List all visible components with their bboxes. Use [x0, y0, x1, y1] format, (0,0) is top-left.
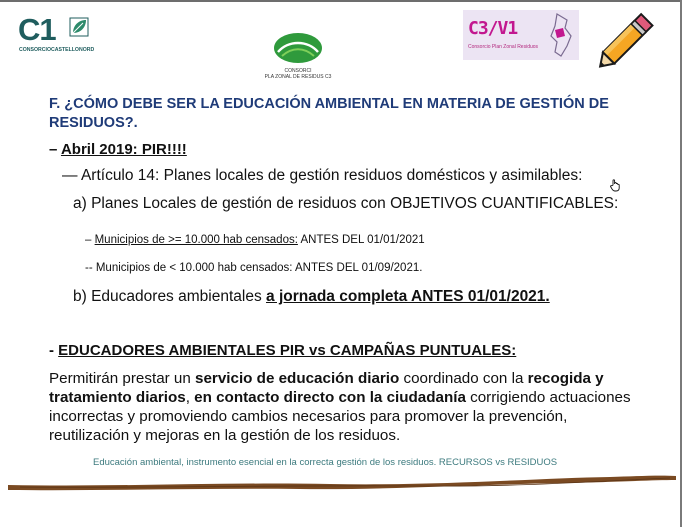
para-part-2: servicio de educación diario — [195, 370, 400, 387]
green-leaf-emblem-icon — [272, 32, 324, 68]
item-b-prefix: b) Educadores ambientales — [73, 288, 267, 305]
c3v1-logo-title: C3/V1 — [468, 18, 518, 39]
para-part-5: , — [185, 389, 195, 406]
pencil-icon — [588, 4, 666, 78]
abril-text: Abril 2019: PIR!!!! — [60, 141, 187, 158]
leaf-icon — [68, 16, 90, 38]
para-part-7: corrigiendo actuaciones incorrectas y promoviendo cambios necesarios para promover la prevención, reutilización y mejoras en la gestión de los residuos. — [49, 389, 631, 444]
abril-dash: – — [49, 141, 61, 158]
c1-logo-subtitle: CONSORCIOCASTELLONORD — [19, 47, 95, 53]
educadores-heading — [49, 342, 516, 359]
consorci-pla-zonal-logo — [262, 32, 334, 82]
frame-top-border — [0, 0, 682, 2]
para-part-1: Permitirán prestar un — [49, 370, 196, 387]
para-part-4: recogida y tratamiento diarios — [49, 370, 604, 406]
para-part-3: coordinado con la — [399, 370, 528, 387]
region-map-icon — [537, 12, 577, 58]
mid-logo-line1: CONSORCI — [284, 68, 312, 74]
edu-title: EDUCADORES AMBIENTALES PIR vs CAMPAÑAS PUNTUALES: — [58, 342, 517, 359]
muni1-rest: ANTES DEL 01/01/2021 — [297, 234, 425, 246]
edu-dash: - — [49, 342, 59, 359]
municipios-menor-line: -- Municipios de < 10.000 hab censados: ANTES DEL 01/09/2021. — [85, 262, 423, 274]
hand-cursor-icon — [609, 178, 623, 192]
item-b-bold: a jornada completa ANTES 01/01/2021. — [266, 288, 550, 305]
c1-logo-text: C1 — [18, 12, 56, 47]
c3v1-logo-caption: Consorcio Plan Zonal Residuos — [468, 44, 539, 50]
item-b-line — [73, 288, 550, 306]
c3v1-logo — [463, 10, 579, 60]
para-part-6: en contacto directo con la ciudadanía — [194, 389, 466, 406]
articulo-14-line: — Artículo 14: Planes locales de gestión residuos domésticos y asimilables: — [62, 167, 583, 184]
slide-heading: F. ¿CÓMO DEBE SER LA EDUCACIÓN AMBIENTAL EN MATERIA DE GESTIÓN DE RESIDUOS?. — [49, 96, 609, 131]
muni1-underlined: Municipios de >= 10.000 hab censados: — [94, 234, 298, 246]
slide-footer: Educación ambiental, instrumento esencial en la correcta gestión de los residuos. RECURSOS vs RESIDUOS — [93, 457, 558, 468]
mid-logo-line2: PLA ZONAL DE RESIDUS C3 — [264, 74, 332, 80]
item-a-text: a) Planes Locales de gestión de residuos con OBJETIVOS CUANTIFICABLES: — [73, 195, 619, 212]
educadores-paragraph — [49, 369, 649, 445]
abril-line — [49, 141, 187, 158]
muni1-dash: – — [85, 234, 95, 246]
brush-stroke-divider — [0, 466, 682, 496]
consorcio-castellonord-logo — [18, 14, 96, 58]
municipios-mayor-line — [85, 234, 425, 246]
